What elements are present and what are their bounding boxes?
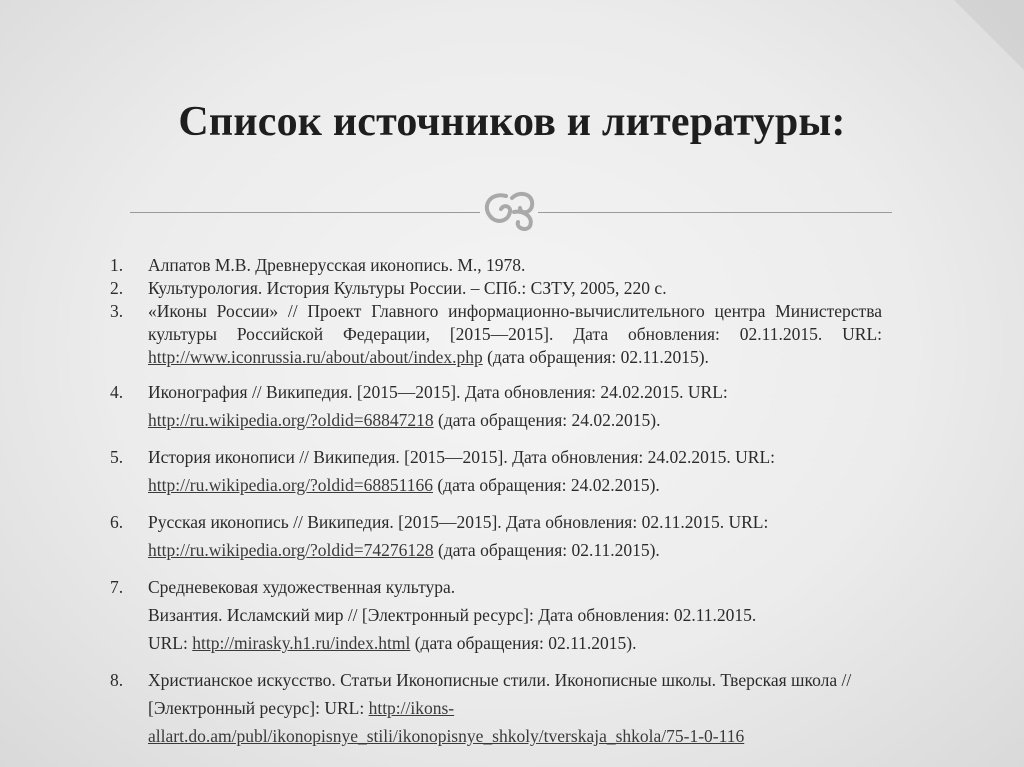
item-text-after: (дата обращения: 02.11.2015).: [433, 540, 660, 560]
list-item: [110, 573, 882, 657]
list-item: [110, 277, 882, 300]
item-line-1: Средневековая художественная культура.: [148, 577, 456, 597]
list-item: [110, 443, 882, 499]
reference-link[interactable]: http://ikons-allart.do.am/publ/ikonopisnye_stili/ikonopisnye_shkoly/tverskaja_shkola/75-1-0-116: [148, 698, 745, 746]
item-text: Алпатов М.В. Древнерусская иконопись. М., 1978.: [148, 255, 526, 275]
item-number: 7.: [110, 577, 124, 597]
list-item: [110, 666, 882, 750]
page-corner-fold: [954, 0, 1024, 70]
item-text: [148, 443, 882, 499]
item-number: 1.: [110, 255, 124, 275]
item-text: [148, 573, 882, 657]
item-text: [148, 666, 882, 750]
item-text-before: «Иконы России» // Проект Главного информационно-вычислительного центра Министерства культуры Российской Федерации, [2015—2015]. Дата обновления: 02.11.2015. URL:: [148, 301, 882, 344]
item-number: 3.: [110, 301, 124, 321]
item-line-2: Византия. Исламский мир // [Электронный ресурс]: Дата обновления: 02.11.2015.: [148, 605, 757, 625]
reference-link[interactable]: http://mirasky.h1.ru/index.html: [192, 633, 411, 653]
item-text-before: Русская иконопись // Википедия. [2015—2015]. Дата обновления: 02.11.2015. URL:: [148, 512, 769, 532]
item-text-after: (дата обращения: 02.11.2015).: [410, 633, 637, 653]
item-text: [148, 300, 882, 369]
list-item: [110, 300, 882, 369]
item-text-before: История иконописи // Википедия. [2015—2015]. Дата обновления: 24.02.2015. URL:: [148, 447, 776, 467]
reference-link[interactable]: http://ru.wikipedia.org/?oldid=68847218: [148, 410, 434, 430]
item-text-after: (дата обращения: 24.02.2015).: [432, 475, 660, 495]
item-number: 5.: [110, 447, 124, 467]
item-text: [148, 508, 882, 564]
item-number: 4.: [110, 382, 124, 402]
item-text-after: (дата обращения: 02.11.2015).: [482, 347, 709, 367]
item-text-before: Иконография // Википедия. [2015—2015]. Дата обновления: 24.02.2015. URL:: [148, 382, 728, 402]
item-text-before: Христианское искусство. Статьи Иконописные стили. Иконописные школы. Тверская школа // [Электронный ресурс]: URL:: [148, 670, 852, 718]
divider-left: [130, 212, 480, 213]
item-text-after: (дата обращения: 24.02.2015).: [433, 410, 661, 430]
item-number: 8.: [110, 670, 124, 690]
list-item: [110, 254, 882, 277]
item-text: [148, 378, 882, 434]
reference-list: [110, 254, 882, 750]
reference-link[interactable]: http://ru.wikipedia.org/?oldid=74276128: [148, 540, 434, 560]
item-text-before: URL:: [148, 633, 193, 653]
swirl-ornament-icon: [476, 184, 546, 234]
reference-link[interactable]: http://www.iconrussia.ru/about/about/index.php: [148, 347, 483, 367]
divider-right: [538, 212, 892, 213]
list-item: [110, 508, 882, 564]
reference-link[interactable]: http://ru.wikipedia.org/?oldid=68851166: [148, 475, 433, 495]
list-item: [110, 378, 882, 434]
item-number: 2.: [110, 278, 124, 298]
item-line-3: [148, 629, 882, 657]
item-number: 6.: [110, 512, 124, 532]
slide-title: Список источников и литературы:: [178, 99, 846, 145]
item-text: Культурология. История Культуры России. – СПб.: СЗТУ, 2005, 220 с.: [148, 278, 667, 298]
